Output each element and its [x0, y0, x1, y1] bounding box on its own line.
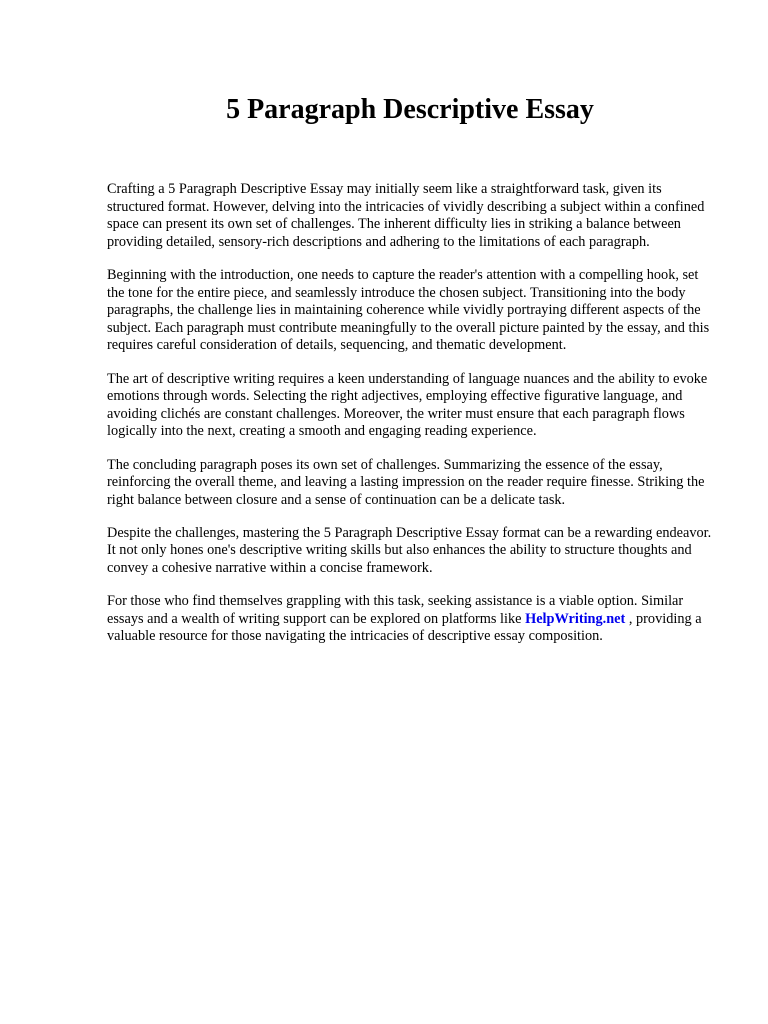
- paragraph-1: Crafting a 5 Paragraph Descriptive Essay may initially seem like a straightforward task, given its structured format. However, delving into the intricacies of vividly describing a subject within a confined space can present its own set of challenges. The inherent difficulty lies in striking a balance between providing detailed, sensory-rich descriptions and adhering to the limitations of each paragraph.: [107, 181, 705, 250]
- paragraph-2: Beginning with the introduction, one needs to capture the reader's attention with a compelling hook, set the tone for the entire piece, and seamlessly introduce the chosen subject. Transitioning into the body paragraphs, the challenge lies in maintaining coherence while vividly portraying different aspects of the subject. Each paragraph must contribute meaningfully to the overall picture painted by the essay, and this requires careful consideration of details, sequencing, and thematic development.: [107, 266, 710, 354]
- paragraph-6-text-before-link: For those who find themselves grappling with this task, seeking assistance is a viable option. Similar essays and a wealth of writing support can be explored on platforms like: [107, 593, 684, 627]
- paragraph-4: The concluding paragraph poses its own set of challenges. Summarizing the essence of the essay, reinforcing the overall theme, and leaving a lasting impression on the reader require finesse. Striking the right balance between closure and a sense of continuation can be a delicate task.: [107, 456, 705, 508]
- page-title: 5 Paragraph Descriptive Essay: [226, 94, 594, 125]
- helpwriting-link[interactable]: HelpWriting.net: [525, 610, 626, 627]
- paragraph-5: Despite the challenges, mastering the 5 Paragraph Descriptive Essay format can be a rewarding endeavor. It not only hones one's descriptive writing skills but also enhances the ability to structure thoughts and convey a cohesive narrative within a concise framework.: [107, 524, 712, 577]
- essay-body: [107, 181, 719, 662]
- paragraph-6: [107, 593, 719, 646]
- paragraph-6-text-after-link: , providing a valuable resource for those navigating the intricacies of descriptive essay composition.: [107, 610, 702, 645]
- paragraph-3: The art of descriptive writing requires a keen understanding of language nuances and the ability to evoke emotions through words. Selecting the right adjectives, employing effective figurative language, and avoiding clichés are constant challenges. Moreover, the writer must ensure that each paragraph flows logically into the next, creating a smooth and engaging reading experience.: [107, 370, 708, 440]
